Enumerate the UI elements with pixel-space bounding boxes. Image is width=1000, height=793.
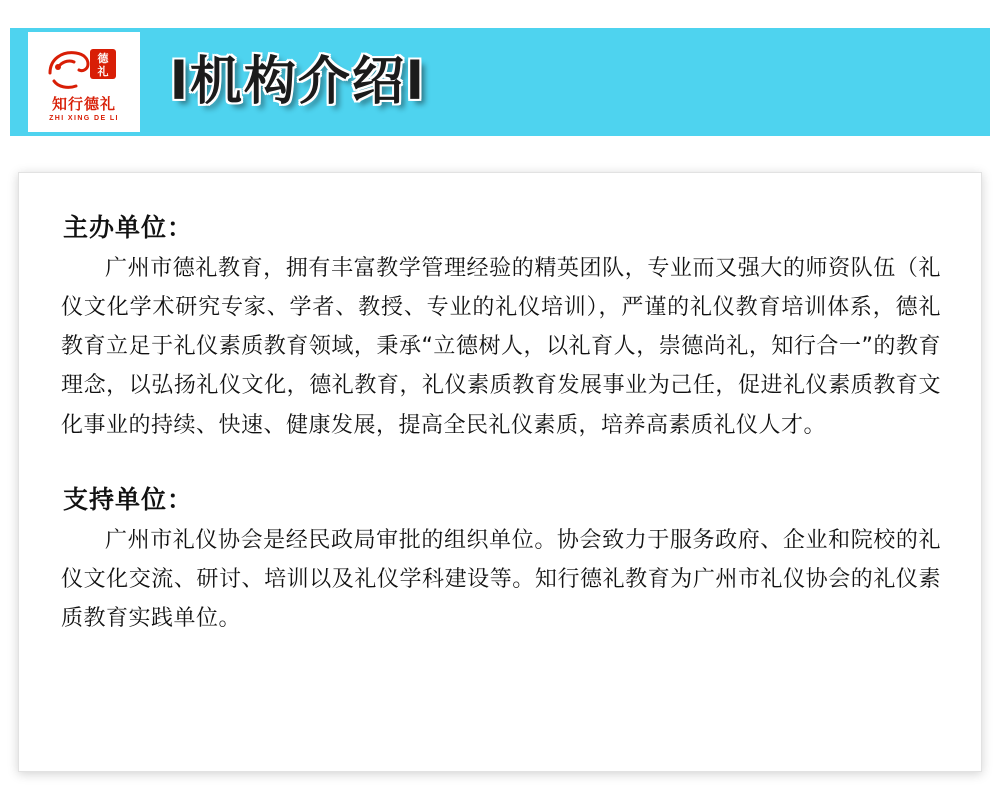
section-heading: 支持单位：: [63, 484, 194, 514]
section-organizer: [51, 213, 949, 445]
brand-logo: [28, 32, 140, 132]
dragon-logo-icon: [44, 43, 124, 95]
brand-name-pinyin: ZHI XING DE LI: [49, 114, 119, 122]
svg-text:德: 德: [97, 51, 109, 65]
section-body: 广州市礼仪协会是经民政局审批的组织单位。协会致力于服务政府、企业和院校的礼仪文化交流、研讨、培训以及礼仪学科建设等。知行德礼教育为广州市礼仪协会的礼仪素质教育实践单位。: [61, 527, 941, 632]
page-edge-left: [0, 0, 10, 793]
section-supporter: [51, 485, 949, 638]
page-title: l机构介绍l: [170, 52, 426, 112]
svg-text:礼: 礼: [97, 64, 109, 78]
content-card: [18, 172, 982, 772]
header-banner: [10, 28, 990, 136]
page-edge-right: [990, 0, 1000, 793]
section-body: 广州市德礼教育，拥有丰富教学管理经验的精英团队，专业而又强大的师资队伍（礼仪文化学术研究专家、学者、教授、专业的礼仪培训），严谨的礼仪教育培训体系，德礼教育立足于礼仪素质教育领域，秉承“立德树人，以礼育人，崇德尚礼，知行合一”的教育理念，以弘扬礼仪文化，德礼教育，礼仪素质教育发展事业为己任，促进礼仪素质教育文化事业的持续、快速、健康发展，提高全民礼仪素质，培养高素质礼仪人才。: [61, 256, 941, 438]
section-heading: 主办单位：: [63, 213, 194, 242]
brand-name-cn: 知行德礼: [51, 94, 116, 113]
